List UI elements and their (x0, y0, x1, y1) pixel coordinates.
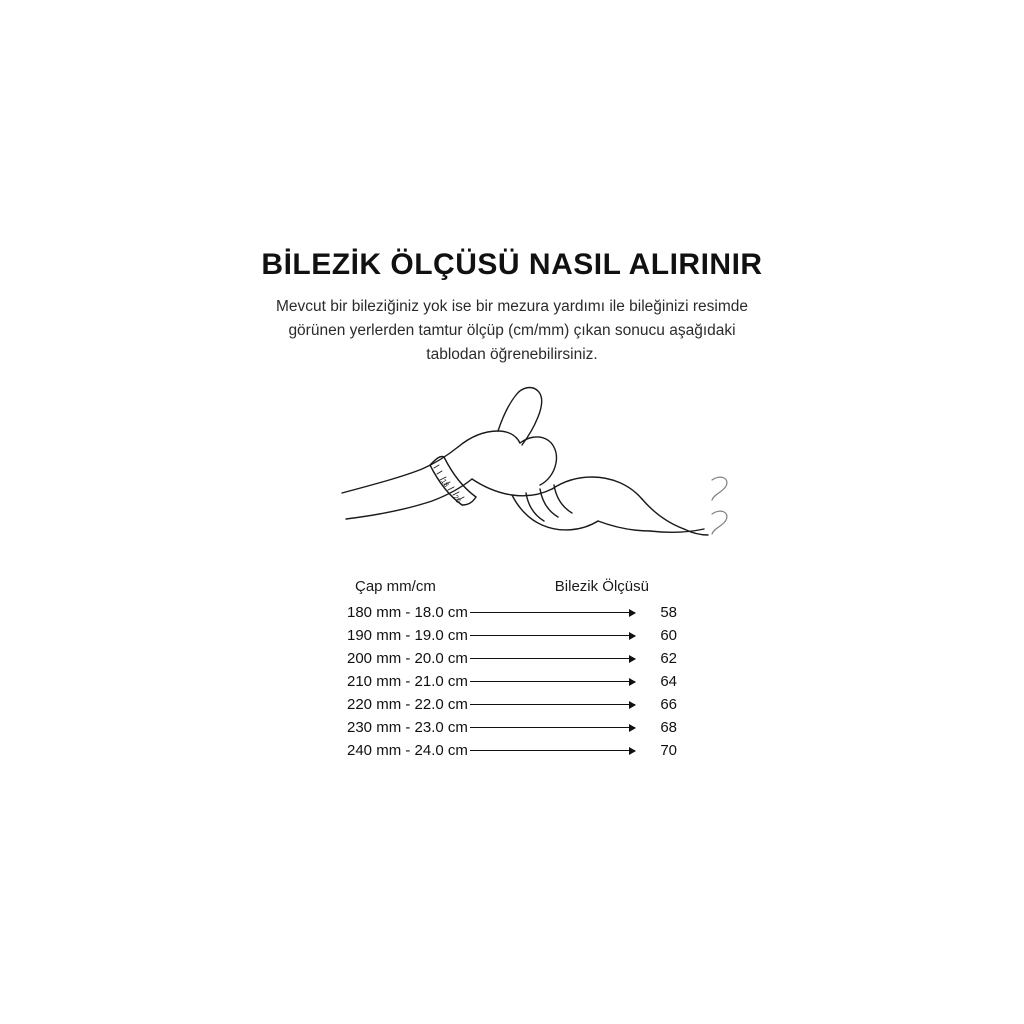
column-header-bracelet-size: Bilezik Ölçüsü (554, 578, 649, 595)
row-diameter: 240 mm - 24.0 cm (347, 742, 468, 759)
guide-description: Mevcut bir bileziğiniz yok ise bir mezura yardımı ile bileğinizi resimde görünen yerlerden tamtur ölçüp (cm/mm) çıkan sonucu aşağıdaki tablodan öğrenebilirsiniz. (275, 298, 749, 364)
svg-text:20: 20 (451, 494, 462, 505)
table-row (347, 624, 677, 647)
arrow-connector-icon (470, 612, 635, 613)
size-table (347, 578, 677, 762)
arrow-connector-icon (470, 681, 635, 682)
row-diameter: 200 mm - 20.0 cm (347, 650, 468, 667)
row-size-value: 70 (660, 742, 677, 759)
row-diameter: 190 mm - 19.0 cm (347, 627, 468, 644)
hand-with-measuring-tape-icon (312, 373, 712, 563)
arrow-connector-icon (470, 635, 635, 636)
row-diameter: 230 mm - 23.0 cm (347, 719, 468, 736)
row-size-value: 60 (660, 627, 677, 644)
table-row (347, 716, 677, 739)
table-row (347, 670, 677, 693)
column-header-diameter: Çap mm/cm (355, 578, 436, 595)
page-title: BİLEZİK ÖLÇÜSÜ NASIL ALIRINIR (261, 248, 763, 281)
row-size-value: 62 (660, 650, 677, 667)
row-size-value: 66 (660, 696, 677, 713)
row-diameter: 210 mm - 21.0 cm (347, 673, 468, 690)
arrow-connector-icon (470, 704, 635, 705)
row-diameter: 220 mm - 22.0 cm (347, 696, 468, 713)
arrow-connector-icon (470, 658, 635, 659)
row-diameter: 180 mm - 18.0 cm (347, 604, 468, 621)
row-size-value: 58 (660, 604, 677, 621)
table-row (347, 693, 677, 716)
row-size-value: 64 (660, 673, 677, 690)
decorative-mark-icon (704, 470, 744, 540)
table-header-row (347, 578, 677, 595)
table-row (347, 647, 677, 670)
row-size-value: 68 (660, 719, 677, 736)
arrow-connector-icon (470, 750, 635, 751)
table-row (347, 601, 677, 624)
svg-text:18: 18 (439, 478, 450, 489)
guide-content (0, 248, 1024, 563)
arrow-connector-icon (470, 727, 635, 728)
table-row (347, 739, 677, 762)
